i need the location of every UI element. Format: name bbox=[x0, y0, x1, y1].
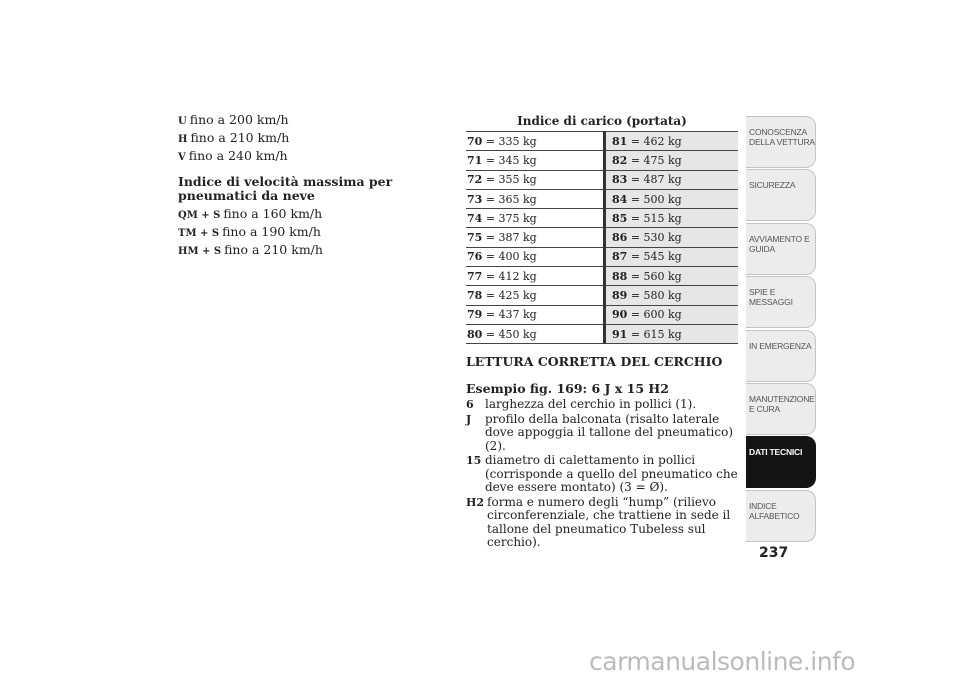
table-row bbox=[466, 286, 738, 305]
load-index: 89 bbox=[612, 289, 628, 303]
load-index: 70 bbox=[467, 134, 483, 148]
rim-description: forma e numero degli “hump” (rilievo circonferenziale, che trattiene in sede il tallone del pneumatico Tubeless sul cerchio). bbox=[487, 494, 731, 549]
table-row bbox=[466, 324, 738, 343]
load-index: 74 bbox=[467, 211, 483, 225]
rim-heading: LETTURA CORRETTA DEL CERCHIO bbox=[466, 354, 723, 369]
load-value: = 365 kg bbox=[485, 192, 537, 206]
load-cell bbox=[605, 324, 739, 343]
load-cell bbox=[466, 228, 605, 247]
load-value: = 615 kg bbox=[630, 327, 682, 341]
load-cell bbox=[466, 267, 605, 286]
rim-definition-list bbox=[466, 398, 746, 550]
load-value: = 600 kg bbox=[630, 308, 682, 322]
table-row bbox=[466, 132, 738, 151]
snow-rating-line bbox=[178, 242, 453, 260]
left-column bbox=[178, 112, 453, 260]
watermark-text: carmanualsonline.info bbox=[589, 647, 856, 676]
load-value: = 462 kg bbox=[630, 134, 682, 148]
speed-rating-line bbox=[178, 112, 453, 130]
speed-rating-value: fino a 240 km/h bbox=[188, 148, 288, 163]
load-index: 84 bbox=[612, 192, 628, 206]
rim-section bbox=[466, 355, 746, 551]
load-cell bbox=[605, 286, 739, 305]
load-value: = 475 kg bbox=[630, 153, 682, 167]
load-cell bbox=[605, 228, 739, 247]
load-index: 82 bbox=[612, 153, 628, 167]
load-index: 79 bbox=[467, 308, 483, 322]
snow-rating-code: HM + S bbox=[178, 246, 222, 257]
load-index: 88 bbox=[612, 269, 628, 283]
rim-term: J bbox=[466, 412, 472, 426]
load-index: 87 bbox=[612, 250, 628, 264]
snow-rating-value: fino a 160 km/h bbox=[223, 206, 323, 221]
table-row bbox=[466, 267, 738, 286]
rim-term: 6 bbox=[466, 398, 474, 411]
rim-definition bbox=[466, 398, 746, 412]
load-index: 73 bbox=[467, 192, 483, 206]
rim-example: Esempio fig. 169: 6 J x 15 H2 bbox=[466, 380, 669, 396]
sidebar-tab-spie-e-messaggi[interactable]: SPIE E MESSAGGI bbox=[746, 276, 816, 328]
load-cell bbox=[466, 247, 605, 266]
sidebar-tab-indice-alfabetico[interactable]: INDICE ALFABETICO bbox=[746, 490, 816, 542]
load-index: 75 bbox=[467, 231, 483, 245]
load-cell bbox=[605, 209, 739, 228]
load-index: 91 bbox=[612, 327, 628, 341]
load-cell bbox=[605, 132, 739, 151]
load-index: 85 bbox=[612, 211, 628, 225]
load-value: = 450 kg bbox=[485, 327, 537, 341]
load-value: = 487 kg bbox=[630, 173, 682, 187]
load-value: = 500 kg bbox=[630, 192, 682, 206]
load-cell bbox=[605, 267, 739, 286]
load-index: 80 bbox=[467, 327, 483, 341]
speed-rating-value: fino a 210 km/h bbox=[190, 130, 290, 145]
sidebar-tab-sicurezza[interactable]: SICUREZZA bbox=[746, 169, 816, 221]
rim-description: profilo della balconata (risalto laterale dove appoggia il tallone del pneumatico) (2). bbox=[485, 411, 734, 453]
load-cell bbox=[466, 151, 605, 170]
load-cell bbox=[466, 170, 605, 189]
speed-rating-line bbox=[178, 130, 453, 148]
load-value: = 400 kg bbox=[485, 250, 537, 264]
load-value: = 345 kg bbox=[485, 153, 537, 167]
speed-rating-code: V bbox=[178, 152, 186, 163]
load-cell bbox=[466, 189, 605, 208]
load-value: = 375 kg bbox=[485, 211, 537, 225]
rim-term: H2 bbox=[466, 495, 485, 509]
table-row bbox=[466, 209, 738, 228]
table-row bbox=[466, 247, 738, 266]
load-index: 76 bbox=[467, 250, 483, 264]
speed-rating-value: fino a 200 km/h bbox=[189, 112, 289, 127]
load-index: 83 bbox=[612, 173, 628, 187]
snow-heading: Indice di velocità massima per pneumatici da neve bbox=[178, 174, 393, 203]
sidebar-tab-conoscenza-della-vettura[interactable]: CONOSCENZA DELLA VETTURA bbox=[746, 116, 816, 168]
load-index: 86 bbox=[612, 231, 628, 245]
load-table-title: Indice di carico (portata) bbox=[517, 114, 687, 128]
sidebar-tab-dati-tecnici[interactable]: DATI TECNICI bbox=[746, 436, 816, 488]
speed-rating-code: H bbox=[178, 134, 188, 145]
sidebar-tab-in-emergenza[interactable]: IN EMERGENZA bbox=[746, 330, 816, 382]
snow-rating-line bbox=[178, 206, 453, 224]
load-cell bbox=[466, 209, 605, 228]
load-index: 72 bbox=[467, 173, 483, 187]
load-index: 77 bbox=[467, 269, 483, 283]
load-value: = 412 kg bbox=[485, 269, 537, 283]
load-index: 78 bbox=[467, 289, 483, 303]
rim-description: larghezza del cerchio in pollici (1). bbox=[485, 397, 697, 411]
load-cell bbox=[466, 305, 605, 324]
load-value: = 530 kg bbox=[630, 231, 682, 245]
load-index-table bbox=[466, 131, 738, 344]
snow-rating-value: fino a 190 km/h bbox=[222, 224, 321, 239]
table-row bbox=[466, 305, 738, 324]
chapter-sidebar bbox=[746, 116, 818, 543]
load-index: 71 bbox=[467, 153, 483, 167]
table-row bbox=[466, 189, 738, 208]
load-cell bbox=[605, 170, 739, 189]
load-cell bbox=[466, 286, 605, 305]
table-row bbox=[466, 170, 738, 189]
table-row bbox=[466, 228, 738, 247]
speed-rating-line bbox=[178, 148, 453, 166]
load-cell bbox=[605, 151, 739, 170]
rim-term: 15 bbox=[466, 454, 482, 467]
load-value: = 515 kg bbox=[630, 211, 682, 225]
load-cell bbox=[466, 324, 605, 343]
sidebar-tab-manutenzione-e-cura[interactable]: MANUTENZIONE E CURA bbox=[746, 383, 816, 435]
load-value: = 355 kg bbox=[485, 173, 537, 187]
speed-rating-list bbox=[178, 112, 453, 166]
rim-description: diametro di calettamento in pollici (corrisponde a quello del pneumatico che deve essere montato) (3 = Ø). bbox=[485, 453, 738, 494]
snow-rating-code: QM + S bbox=[178, 210, 221, 221]
rim-definition bbox=[466, 496, 746, 550]
load-value: = 580 kg bbox=[630, 289, 682, 303]
snow-rating-code: TM + S bbox=[178, 228, 220, 239]
load-cell bbox=[605, 247, 739, 266]
load-value: = 437 kg bbox=[485, 308, 537, 322]
load-index: 81 bbox=[612, 134, 628, 148]
load-value: = 545 kg bbox=[630, 250, 682, 264]
load-cell bbox=[466, 132, 605, 151]
snow-rating-list bbox=[178, 206, 453, 260]
sidebar-tab-avviamento-e-guida[interactable]: AVVIAMENTO E GUIDA bbox=[746, 223, 816, 275]
snow-rating-value: fino a 210 km/h bbox=[224, 242, 323, 257]
load-value: = 335 kg bbox=[485, 134, 537, 148]
load-cell bbox=[605, 305, 739, 324]
table-row bbox=[466, 151, 738, 170]
load-index: 90 bbox=[612, 308, 628, 322]
load-value: = 387 kg bbox=[485, 231, 537, 245]
rim-definition bbox=[466, 454, 746, 495]
load-value: = 560 kg bbox=[630, 269, 682, 283]
page-number: 237 bbox=[759, 545, 789, 561]
snow-rating-line bbox=[178, 224, 453, 242]
rim-definition bbox=[466, 413, 746, 454]
speed-rating-code: U bbox=[178, 116, 187, 127]
load-cell bbox=[605, 189, 739, 208]
load-value: = 425 kg bbox=[485, 289, 537, 303]
